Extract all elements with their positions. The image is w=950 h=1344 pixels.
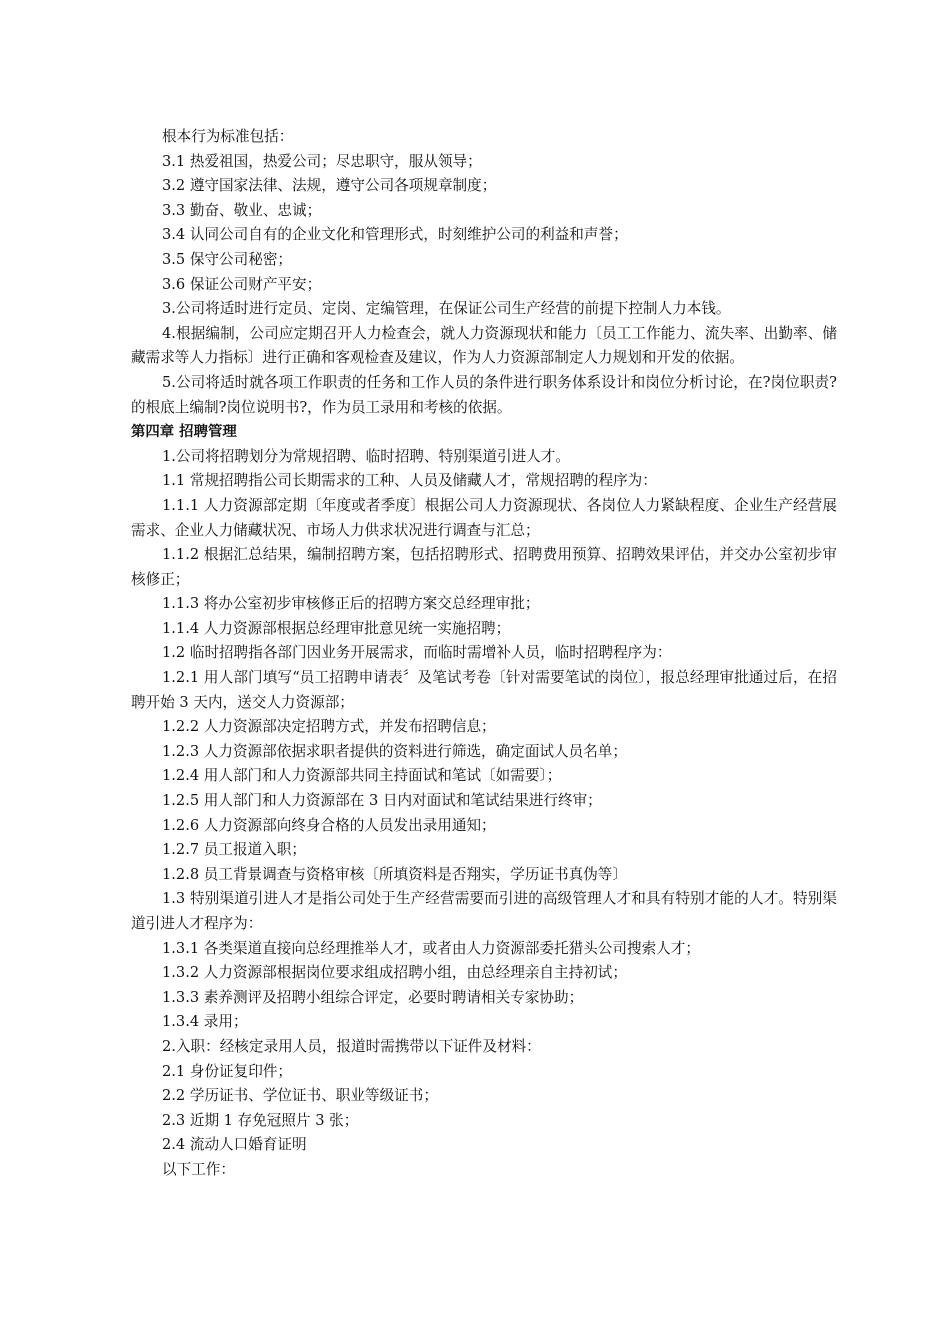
paragraph: 1.2.5 用人部门和人力资源部在 3 日内对面试和笔试结果进行终审； bbox=[162, 792, 602, 810]
paragraph: 1.3.2 人力资源部根据岗位要求组成招聘小组，由总经理亲自主持初试； bbox=[162, 964, 627, 982]
paragraph: 3.公司将适时进行定员、定岗、定编管理，在保证公司生产经营的前提下控制人力本钱。 bbox=[162, 300, 731, 318]
paragraph: 3.6 保证公司财产平安； bbox=[162, 275, 322, 293]
paragraph: 2.2 学历证书、学位证书、职业等级证书； bbox=[162, 1087, 438, 1105]
paragraph: 2.入职：经核定录用人员，报道时需携带以下证件及材料： bbox=[162, 1037, 541, 1055]
paragraph: 1.2.7 员工报道入职； bbox=[162, 841, 306, 859]
paragraph: 根本行为标准包括： bbox=[162, 128, 294, 145]
paragraph: 1.1.2 根据汇总结果，编制招聘方案，包括招聘形式、招聘费用预算、招聘效果评估，并交办公室初步审核修正； bbox=[131, 546, 837, 588]
paragraph: 5.公司将适时就各项工作职责的任务和工作人员的条件进行职务体系设计和岗位分析讨论，在?岗位职责?的根底上编制?岗位说明书?，作为员工录用和考核的依据。 bbox=[131, 373, 837, 416]
paragraph: 2.4 流动人口婚育证明 bbox=[162, 1136, 307, 1154]
paragraph: 3.4 认同公司自有的企业文化和管理形式，时刻维护公司的利益和声誉； bbox=[162, 226, 628, 244]
paragraph: 1.1 常规招聘指公司长期需求的工种、人员及储藏人才，常规招聘的程序为： bbox=[162, 472, 657, 490]
paragraph: 1.公司将招聘划分为常规招聘、临时招聘、特别渠道引进人才。 bbox=[162, 447, 570, 465]
paragraph: 3.1 热爱祖国，热爱公司；尽忠职守，服从领导； bbox=[162, 152, 482, 170]
paragraph: 2.3 近期 1 存免冠照片 3 张； bbox=[162, 1111, 359, 1129]
paragraph: 1.2.3 人力资源部依据求职者提供的资料进行筛选，确定面试人员名单； bbox=[162, 742, 627, 760]
paragraph: 3.3 勤奋、敬业、忠诚； bbox=[162, 201, 322, 219]
paragraph: 3.5 保守公司秘密； bbox=[162, 250, 293, 268]
document-body bbox=[131, 125, 837, 1183]
paragraph: 以下工作： bbox=[162, 1160, 235, 1178]
chapter-heading: 第四章 招聘管理 bbox=[131, 424, 237, 441]
paragraph: 1.2.4 用人部门和人力资源部共同主持面试和笔试〔如需要〕； bbox=[162, 767, 562, 785]
paragraph: 1.2.2 人力资源部决定招聘方式，并发布招聘信息； bbox=[162, 718, 496, 736]
paragraph: 1.2.6 人力资源部向终身合格的人员发出录用通知； bbox=[162, 816, 496, 834]
paragraph: 4.根据编制，公司应定期召开人力检查会，就人力资源现状和能力〔员工工作能力、流失率、出勤率、储藏需求等人力指标〕进行正确和客观检查及建议，作为人力资源部制定人力规划和开发的依据。 bbox=[131, 324, 837, 367]
paragraph: 1.2 临时招聘指各部门因业务开展需求，而临时需增补人员，临时招聘程序为： bbox=[162, 644, 672, 662]
paragraph: 1.3.1 各类渠道直接向总经理推举人才，或者由人力资源部委托猎头公司搜索人才； bbox=[162, 939, 700, 957]
paragraph: 1.1.3 将办公室初步审核修正后的招聘方案交总经理审批； bbox=[162, 595, 540, 613]
paragraph: 1.3.4 录用； bbox=[162, 1013, 248, 1031]
paragraph: 1.2.1 用人部门填写“员工招聘申请表〞及笔试考卷〔针对需要笔试的岗位〕，报总经理审批通过后，在招聘开始 3 天内，送交人力资源部； bbox=[131, 669, 837, 711]
paragraph: 1.1.4 人力资源部根据总经理审批意见统一实施招聘； bbox=[162, 619, 511, 637]
paragraph: 2.1 身份证复印件； bbox=[162, 1062, 293, 1080]
paragraph: 1.3 特别渠道引进人才是指公司处于生产经营需要而引进的高级管理人才和具有特别才能的人才。特别渠道引进人才程序为： bbox=[131, 890, 837, 932]
paragraph: 1.2.8 员工背景调查与资格审核〔所填资料是否翔实，学历证书真伪等〕 bbox=[162, 865, 627, 883]
paragraph: 3.2 遵守国家法律、法规，遵守公司各项规章制度； bbox=[162, 177, 497, 195]
paragraph: 1.1.1 人力资源部定期〔年度或者季度〕根据公司人力资源现状、各岗位人力紧缺程度、企业生产经营展需求、企业人力储藏状况、市场人力供求状况进行调查与汇总； bbox=[131, 496, 837, 539]
paragraph: 1.3.3 素养测评及招聘小组综合评定，必要时聘请相关专家协助； bbox=[162, 988, 584, 1006]
